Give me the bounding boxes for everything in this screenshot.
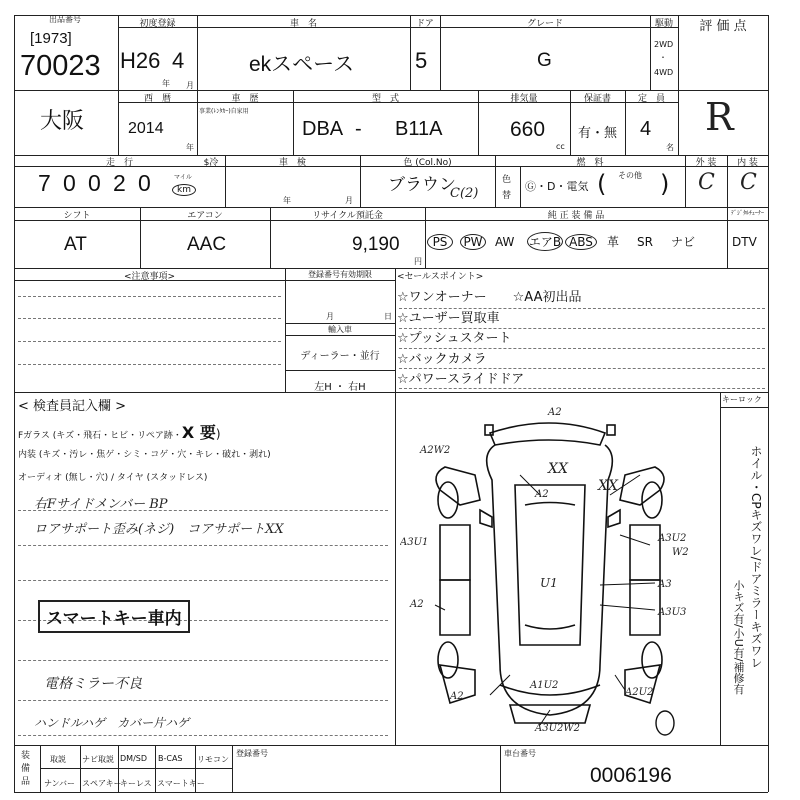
reg-number-label: 登録番号 bbox=[236, 749, 268, 758]
sales-point: ☆パワースライドドア bbox=[397, 372, 525, 387]
fuel-bracket-close: ) bbox=[660, 170, 670, 198]
mileage-label: 走 行 bbox=[105, 158, 133, 168]
drive-dot: ・ bbox=[659, 53, 667, 62]
side-note-2: 小キズ有/小U有/補修有 bbox=[732, 580, 745, 695]
mileage-digit: 0 bbox=[88, 170, 101, 196]
sales-point: ☆ユーザー買取車 bbox=[397, 310, 500, 326]
ac: AAC bbox=[187, 234, 227, 255]
color-code: C(2) bbox=[450, 186, 479, 201]
dealer-label: ディーラー・並行 bbox=[300, 351, 380, 362]
inspection-year-unit: 年 bbox=[283, 196, 291, 205]
warranty-label: 保証書 bbox=[583, 94, 611, 104]
mileage-digit: 7 bbox=[38, 170, 51, 196]
damage-mark: A2W2 bbox=[420, 445, 451, 456]
tuner: DTV bbox=[732, 235, 757, 249]
glass-close: ) bbox=[215, 427, 221, 441]
reg-day-unit: 日 bbox=[384, 312, 392, 321]
car-name: ekスペース bbox=[249, 53, 355, 76]
chassis-number: 0006196 bbox=[590, 764, 672, 787]
footer-item: ナンバー bbox=[44, 779, 76, 788]
damage-mark: A2 bbox=[548, 407, 562, 418]
tuner-label: ﾃﾞｼﾞﾀﾙﾁｭｰﾅｰ bbox=[730, 210, 764, 217]
car-damage-diagram bbox=[400, 405, 720, 745]
footer-item: 取説 bbox=[50, 755, 66, 764]
damage-mark: A3 bbox=[658, 579, 672, 590]
warranty: 有・無 bbox=[578, 125, 618, 140]
damage-mark: XX bbox=[598, 478, 618, 494]
color: ブラウン bbox=[388, 175, 456, 194]
lot-number: 70023 bbox=[20, 50, 101, 82]
recycle-fee: 9,190 bbox=[352, 234, 400, 255]
mile-label: マイル bbox=[174, 174, 192, 181]
footer-item: B-CAS bbox=[158, 754, 183, 763]
score-label: 評 価 点 bbox=[699, 19, 747, 34]
model-label: 型 式 bbox=[371, 94, 399, 104]
damage-mark: A2U2 bbox=[625, 687, 654, 698]
sales-label: <セールスポイント> bbox=[397, 272, 484, 282]
damage-mark: A2 bbox=[535, 489, 549, 500]
damage-mark: A2 bbox=[410, 599, 424, 610]
shift-label: シフト bbox=[63, 211, 91, 221]
fuel-options: Ⓖ・D・電気 bbox=[525, 180, 589, 193]
interior-grade: C bbox=[740, 170, 757, 195]
first-reg-year: H26 bbox=[120, 48, 161, 73]
mileage-digit: 2 bbox=[113, 170, 126, 196]
person-unit: 名 bbox=[666, 143, 674, 152]
audio-tire-line: オーディオ (無し・穴) / タイヤ (スタッドレス) bbox=[18, 473, 208, 483]
first-reg-label: 初度登録 bbox=[139, 19, 176, 29]
damage-mark: A3U3 bbox=[658, 607, 687, 618]
notes-label: <注意事項> bbox=[123, 272, 176, 282]
sales-points bbox=[397, 288, 581, 391]
km-label: km bbox=[172, 184, 196, 196]
cc-unit: cc bbox=[556, 142, 565, 151]
recycle-label: リサイクル預託金 bbox=[312, 211, 383, 221]
equipment-label: 純 正 装 備 品 bbox=[547, 211, 605, 221]
interior-damage-line: 内装 (キズ・汚レ・焦ゲ・シミ・コゲ・穴・キレ・破れ・剥れ) bbox=[18, 450, 271, 460]
door-label: ドア bbox=[416, 19, 434, 29]
chassis-label: 車台番号 bbox=[504, 749, 536, 758]
import-label: 輸入車 bbox=[328, 325, 352, 334]
drive-label: 駆動 bbox=[654, 19, 673, 29]
month-unit: 月 bbox=[186, 81, 194, 90]
footer-item: リモコン bbox=[197, 755, 229, 764]
car-name-label: 車 名 bbox=[289, 19, 317, 29]
color-change-bottom: 替 bbox=[502, 191, 512, 201]
fuel-bracket-open: ( bbox=[597, 170, 607, 198]
sales-point: ☆バックカメラ bbox=[397, 351, 487, 367]
history-label: 車 歴 bbox=[231, 94, 259, 104]
capacity: 4 bbox=[640, 118, 652, 140]
damage-mark: XX bbox=[548, 461, 568, 477]
first-reg-month: 4 bbox=[172, 48, 185, 73]
western-year-label: 西 暦 bbox=[143, 94, 171, 104]
footer-item: スペアキー bbox=[82, 779, 122, 788]
handle-label: 左H ・ 右H bbox=[314, 382, 366, 393]
inspector-title: < 検査員記入欄 > bbox=[18, 399, 127, 414]
damage-mark: A3U2W2 bbox=[535, 723, 581, 734]
smart-key-box: スマートキー車内 bbox=[38, 600, 190, 633]
sales-point: ☆プッシュスタート bbox=[397, 331, 512, 346]
damage-mark: A1U2 bbox=[530, 680, 559, 691]
model-code: B11A bbox=[395, 118, 443, 140]
scar-label: $冷 bbox=[203, 158, 219, 168]
equip-airbag: エアB bbox=[527, 232, 563, 251]
exterior-label: 外 装 bbox=[695, 158, 717, 168]
model-prefix: DBA bbox=[302, 118, 344, 140]
shift: AT bbox=[64, 234, 87, 255]
fuel-other-label: その他 bbox=[618, 171, 642, 180]
year-unit: 年 bbox=[162, 79, 170, 88]
sales-point: ☆ワンオーナー ☆AA初出品 bbox=[397, 290, 582, 305]
drive-4wd: 4WD bbox=[654, 68, 674, 77]
western-year-unit: 年 bbox=[186, 143, 194, 152]
keylock-label: キーロック bbox=[722, 395, 762, 404]
glass-options: Fガラス (キズ・飛石・ヒビ・リペア跡・ bbox=[18, 431, 182, 441]
western-year: 2014 bbox=[128, 120, 164, 137]
damage-mark: A2 bbox=[450, 691, 464, 702]
displacement-label: 排気量 bbox=[510, 94, 538, 104]
mileage-digits bbox=[38, 170, 163, 197]
grade-label: グレード bbox=[526, 19, 563, 29]
equip-abs: ABS bbox=[565, 234, 597, 250]
footer-item: DM/SD bbox=[120, 754, 147, 763]
glass-line bbox=[18, 420, 221, 443]
reg-expiry-label: 登録番号有効期限 bbox=[308, 270, 372, 279]
lot-label: 出品番号 bbox=[49, 15, 81, 24]
ac-label: エアコン bbox=[187, 211, 223, 221]
history-options: 事業(ﾚﾝﾀｶｰ)自家用 bbox=[199, 108, 249, 115]
inspection-month-unit: 月 bbox=[345, 196, 353, 205]
mirror-note: 電格ミラー不良 bbox=[44, 676, 142, 692]
grade: G bbox=[537, 50, 552, 71]
damage-mark: A3U1 bbox=[400, 537, 429, 548]
side-note: ホイル・CPキズワレ/ドアミラーキズワレ bbox=[749, 445, 763, 669]
equip-pw: PW bbox=[460, 234, 486, 250]
equip-aw: AW bbox=[495, 235, 515, 249]
equip-sunroof: SR bbox=[637, 235, 653, 249]
equipment-list bbox=[427, 232, 701, 251]
displacement: 660 bbox=[510, 118, 546, 141]
model-dash: - bbox=[355, 118, 362, 140]
reg-month-unit: 月 bbox=[326, 312, 334, 321]
damage-mark: A3U2 bbox=[658, 533, 687, 544]
inspector-note: ロアサポート歪み(ネジ) コアサポートXX bbox=[34, 522, 284, 537]
footer-item: スマートキー bbox=[157, 779, 205, 788]
mileage-digit: 0 bbox=[138, 170, 151, 196]
damage-mark: W2 bbox=[672, 547, 689, 558]
yen-unit: 円 bbox=[414, 257, 422, 266]
interior-label: 内 装 bbox=[737, 158, 758, 168]
footer-item: ナビ取説 bbox=[82, 755, 114, 764]
equip-leather: 革 bbox=[607, 235, 620, 249]
capacity-label: 定 員 bbox=[637, 94, 665, 104]
handle-note: ハンドルハゲ カバー片ハゲ bbox=[34, 716, 190, 730]
door-count: 5 bbox=[415, 48, 428, 73]
inspection-label: 車 検 bbox=[278, 158, 306, 168]
equipment-footer-label: 装備品 bbox=[21, 751, 31, 787]
mileage-digit: 0 bbox=[63, 170, 76, 196]
equip-navi: ナビ bbox=[671, 235, 696, 249]
score-value: R bbox=[705, 95, 734, 139]
color-change-top: 色 bbox=[502, 175, 512, 185]
footer-item: キーレス bbox=[120, 779, 152, 788]
glass-mark: X 要 bbox=[181, 423, 216, 442]
damage-mark: U1 bbox=[540, 576, 558, 590]
region: 大阪 bbox=[40, 108, 85, 133]
inspector-note: 右Fサイドメンバー BP bbox=[34, 497, 168, 512]
equip-ps: PS bbox=[427, 234, 453, 250]
color-label: 色 (Col.No) bbox=[403, 158, 452, 168]
lot-sub-number: [1973] bbox=[30, 30, 72, 47]
fuel-label: 燃 料 bbox=[576, 158, 604, 168]
exterior-grade: C bbox=[698, 170, 715, 195]
drive-2wd: 2WD bbox=[654, 40, 674, 49]
